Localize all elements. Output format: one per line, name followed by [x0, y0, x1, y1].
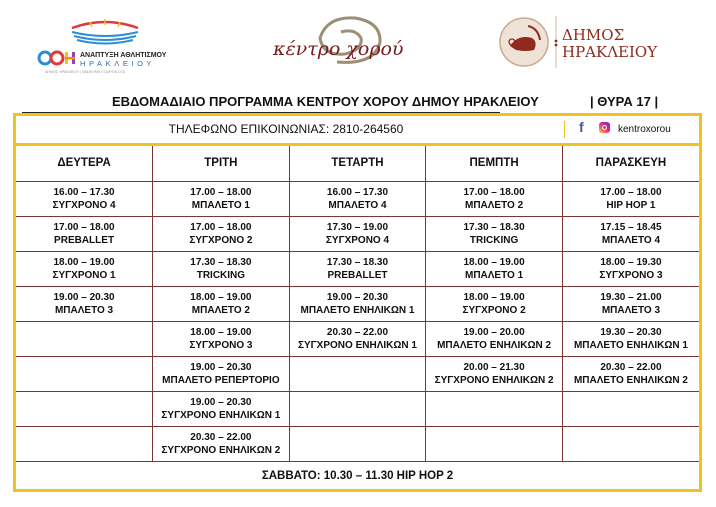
schedule-cell [16, 427, 153, 462]
page-header [112, 94, 672, 112]
class-name: ΜΠΑΛΕΤΟ ΕΝΗΛΙΚΩΝ 1 [573, 340, 688, 351]
schedule-cell [562, 357, 699, 392]
day-header: ΔΕΥΤΕΡΑ [16, 146, 153, 182]
schedule-cell [16, 287, 153, 322]
table-row [16, 182, 699, 217]
logo-left-line2: ΗΡΑΚΛΕΙΟΥ [80, 59, 155, 68]
class-time: 19.00 – 20.30 [326, 292, 389, 303]
class-time: 17.00 – 18.00 [190, 187, 252, 198]
table-row [16, 392, 699, 427]
schedule-cell [562, 287, 699, 322]
table-row [16, 427, 699, 462]
class-time: 19.00 – 20.30 [53, 292, 115, 303]
class-time: 17.30 – 18.30 [463, 222, 525, 233]
schedule-cell [426, 427, 563, 462]
class-time: 18.00 – 19.00 [463, 292, 525, 303]
schedule-cell [16, 392, 153, 427]
schedule-frame [13, 113, 702, 492]
schedule-cell [562, 392, 699, 427]
class-name: ΣΥΓΧΡΟΝΟ 2 [189, 235, 253, 246]
class-name: ΣΥΓΧΡΟΝΟ ΕΝΗΛΙΚΩΝ 1 [298, 340, 417, 351]
class-name: ΣΥΓΧΡΟΝΟ 3 [599, 270, 663, 281]
class-time: 17.30 – 19.00 [326, 222, 389, 233]
instagram-icon[interactable] [599, 122, 610, 133]
class-time: 18.00 – 19.00 [53, 257, 115, 268]
schedule-cell [16, 357, 153, 392]
class-name: ΣΥΓΧΡΟΝΟ ΕΝΗΛΙΚΩΝ 2 [161, 445, 281, 456]
class-time: 20.30 – 22.00 [326, 327, 389, 338]
schedule-cell [289, 287, 426, 322]
schedule-cell [289, 357, 426, 392]
schedule-cell [426, 322, 563, 357]
contact-divider [564, 121, 565, 138]
schedule-cell [562, 217, 699, 252]
municipality-line2: ΗΡΑΚΛΕΙΟΥ [562, 43, 658, 61]
class-time: 19.30 – 20.30 [600, 327, 662, 338]
schedule-cell [289, 427, 426, 462]
class-name: ΜΠΑΛΕΤΟ ΕΝΗΛΙΚΩΝ 2 [437, 340, 552, 351]
day-header: ΠΕΜΠΤΗ [426, 146, 563, 182]
schedule-cell [426, 182, 563, 217]
class-name: PREBALLET [54, 235, 115, 246]
class-name: ΣΥΓΧΡΟΝΟ 4 [52, 200, 116, 211]
class-name: ΣΥΓΧΡΟΝΟ ΕΝΗΛΙΚΩΝ 1 [161, 410, 281, 421]
class-name: TRICKING [196, 270, 246, 281]
aah-mark [39, 52, 75, 64]
schedule-cell [153, 287, 290, 322]
facebook-icon[interactable]: f [579, 119, 584, 135]
class-time: 18.00 – 19.00 [190, 292, 252, 303]
class-name: ΣΥΓΧΡΟΝΟ ΕΝΗΛΙΚΩΝ 2 [434, 375, 554, 386]
class-name: ΜΠΑΛΕΤΟ 3 [601, 305, 661, 316]
schedule-cell [426, 217, 563, 252]
class-name: ΣΥΓΧΡΟΝΟ 3 [189, 340, 253, 351]
class-name: PREBALLET [327, 270, 388, 281]
door-label: | ΘΥΡΑ 17 | [590, 94, 659, 109]
class-time: 19.00 – 20.30 [190, 397, 252, 408]
class-name: ΜΠΑΛΕΤΟ 1 [191, 200, 250, 211]
page-title: ΕΒΔΟΜΑΔΙΑΙΟ ΠΡΟΓΡΑΜΜΑ ΚΕΝΤΡΟΥ ΧΟΡΟΥ ΔΗΜΟΥ ΗΡΑΚΛΕΙΟΥ [112, 94, 539, 109]
day-header-row [16, 146, 699, 182]
schedule-cell [562, 182, 699, 217]
table-row [16, 252, 699, 287]
schedule-cell [153, 322, 290, 357]
municipality-logo [498, 12, 668, 72]
schedule-cell [426, 357, 563, 392]
class-name: ΜΠΑΛΕΤΟ 1 [464, 270, 524, 281]
schedule-cell [153, 357, 290, 392]
class-time: 18.00 – 19.30 [600, 257, 662, 268]
table-row [16, 357, 699, 392]
schedule-cell [562, 427, 699, 462]
class-name: ΜΠΑΛΕΤΟ 4 [328, 200, 387, 211]
schedule-cell [426, 392, 563, 427]
day-header: ΤΡΙΤΗ [153, 146, 290, 182]
class-name: ΣΥΓΧΡΟΝΟ 4 [325, 235, 390, 246]
schedule-cell [16, 322, 153, 357]
class-time: 20.30 – 22.00 [600, 362, 662, 373]
class-name: ΣΥΓΧΡΟΝΟ 1 [52, 270, 116, 281]
table-row [16, 287, 699, 322]
schedule-cell [153, 217, 290, 252]
schedule-cell [426, 252, 563, 287]
social-handle: kentroxorou [618, 124, 671, 135]
table-row [16, 322, 699, 357]
schedule-cell [289, 322, 426, 357]
class-name: ΜΠΑΛΕΤΟ ΡΕΠΕΡΤΟΡΙΟ [162, 375, 280, 386]
saturday-class: ΣΑΒΒΑΤΟ: 10.30 – 11.30 HIP HOP 2 [261, 470, 454, 482]
class-time: 20.00 – 21.30 [463, 362, 525, 373]
class-name: TRICKING [469, 235, 519, 246]
class-time: 19.30 – 21.00 [600, 292, 662, 303]
class-name: ΣΥΓΧΡΟΝΟ 2 [462, 305, 526, 316]
class-time: 20.30 – 22.00 [190, 432, 252, 443]
class-name: ΜΠΑΛΕΤΟ 3 [54, 305, 114, 316]
class-time: 17.00 – 18.00 [53, 222, 115, 233]
schedule-cell [153, 427, 290, 462]
class-time: 19.00 – 20.30 [190, 362, 252, 373]
day-header: ΠΑΡΑΣΚΕΥΗ [562, 146, 699, 182]
class-time: 17.00 – 18.00 [190, 222, 252, 233]
logo-left-line1: ΑΝΑΠΤΥΞΗ ΑΘΛΗΤΙΣΜΟΥ [80, 52, 167, 59]
schedule-cell [153, 182, 290, 217]
schedule-cell [426, 287, 563, 322]
class-name: HIP HOP 1 [606, 200, 656, 211]
class-time: 17.00 – 18.00 [600, 187, 662, 198]
schedule-table [16, 146, 699, 462]
class-name: ΜΠΑΛΕΤΟ ΕΝΗΛΙΚΩΝ 1 [300, 305, 415, 316]
class-time: 17.30 – 18.30 [326, 257, 389, 268]
logo-left-tagline: ΔΗΜΟΣ ΗΡΑΚΛΕΙΟΥ | ΑΝΩΝΥΜΗ ΕΤΑΙΡΕΙΑ ΟΤΑ [45, 70, 126, 74]
class-time: 18.00 – 19.00 [190, 327, 252, 338]
contact-phone: ΤΗΛΕΦΩΝΟ ΕΠΙΚΟΙΝΩΝΙΑΣ: 2810-264560 [168, 122, 404, 136]
sports-development-logo [30, 14, 180, 76]
class-time: 19.00 – 20.00 [463, 327, 525, 338]
class-time: 16.00 – 17.30 [326, 187, 389, 198]
class-name: ΜΠΑΛΕΤΟ ΕΝΗΛΙΚΩΝ 2 [573, 375, 688, 386]
day-header: ΤΕΤΑΡΤΗ [289, 146, 426, 182]
dance-center-wordmark: κέντρο χορού [273, 38, 404, 60]
schedule-cell [289, 392, 426, 427]
class-time: 16.00 – 17.30 [53, 187, 115, 198]
table-row [16, 217, 699, 252]
schedule-cell [153, 392, 290, 427]
schedule-cell [16, 252, 153, 287]
class-name: ΜΠΑΛΕΤΟ 2 [464, 200, 524, 211]
schedule-cell [289, 217, 426, 252]
class-time: 17.00 – 18.00 [463, 187, 525, 198]
class-time: 18.00 – 19.00 [463, 257, 525, 268]
schedule-cell [562, 322, 699, 357]
contact-bar [16, 116, 699, 146]
schedule-cell [153, 252, 290, 287]
schedule-cell [16, 182, 153, 217]
schedule-cell [16, 217, 153, 252]
schedule-cell [289, 252, 426, 287]
class-time: 17.30 – 18.30 [190, 257, 252, 268]
schedule-cell [289, 182, 426, 217]
dance-center-logo [265, 10, 405, 72]
seal-icon [500, 18, 548, 66]
class-name: ΜΠΑΛΕΤΟ 2 [191, 305, 250, 316]
stadium-icon [72, 19, 138, 44]
municipality-line1: ΔΗΜΟΣ [562, 26, 625, 44]
class-time: 17.15 – 18.45 [600, 222, 662, 233]
schedule-cell [562, 252, 699, 287]
class-name: ΜΠΑΛΕΤΟ 4 [601, 235, 661, 246]
